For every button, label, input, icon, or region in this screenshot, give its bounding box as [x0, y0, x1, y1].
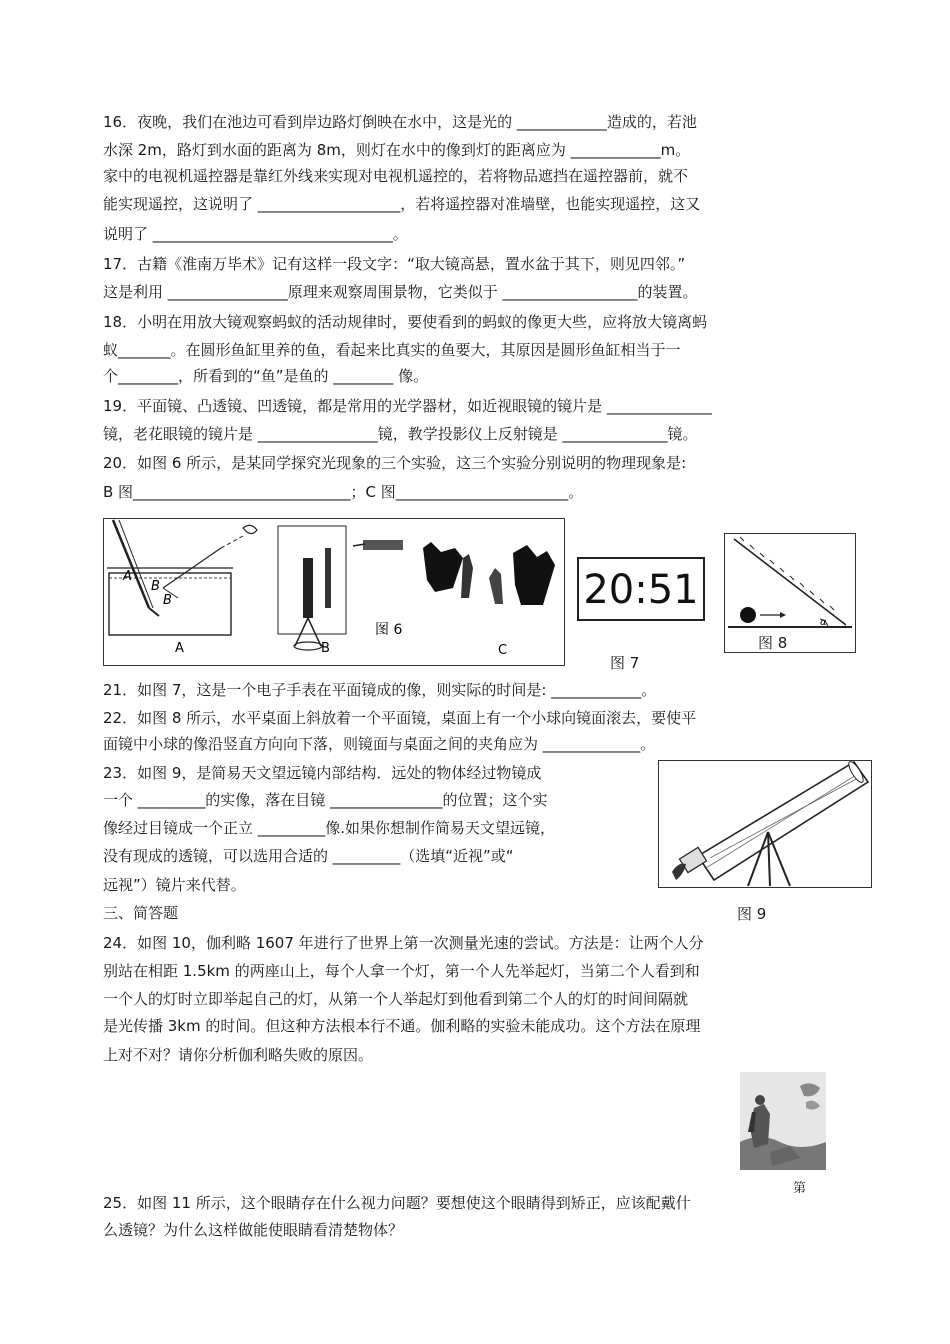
fig8-caption: 图 8 [758, 634, 788, 652]
figure-9-drawing [658, 760, 872, 888]
fig7-caption: 图 7 [610, 654, 640, 672]
q24-line-5: 上对不对？请你分析伽利略失败的原因。 [103, 1046, 374, 1064]
q16-line-3: 家中的电视机遥控器是靠红外线来实现对电视机遥控的，若将物品遮挡在遥控器前，就不 [103, 167, 689, 185]
q19-line-1: 19．平面镜、凸透镜、凹透镜，都是常用的光学器材，如近视眼镜的镜片是 ______________ [103, 397, 712, 415]
q17-line-1: 17．古籍《淮南万毕术》记有这样一段文字：“取大镜高悬，置水盆于其下，则见四邻。” [103, 255, 686, 273]
figure-10-image [740, 1072, 826, 1170]
q23-line-1: 23．如图 9，是简易天文望远镜内部结构．远处的物体经过物镜成 [103, 764, 542, 782]
q17-line-2: 这是利用 ________________原理来观察周围景物，它类似于 __________________的装置。 [103, 283, 698, 301]
q23-line-2: 一个 _________的实像，落在目镜 _______________的位置；这个实 [103, 791, 548, 809]
figure-6-drawing [103, 518, 565, 666]
fig6-label-a: A [175, 641, 184, 656]
q22-line-1: 22．如图 8 所示，水平桌面上斜放着一个平面镜，桌面上有一个小球向镜面滚去，要使平 [103, 709, 697, 727]
q18-line-1: 18．小明在用放大镜观察蚂蚁的活动规律时，要使看到的蚂蚁的像更大些，应将放大镜离蚂 [103, 313, 708, 331]
q16-line-4: 能实现遥控，这说明了 ___________________，若将遥控器对准墙壁，也能实现遥控，这又 [103, 195, 701, 213]
q23-line-3: 像经过目镜成一个正立 _________像.如果你想制作简易天文望远镜， [103, 819, 556, 837]
q24-line-4: 是光传播 3km 的时间。但这种方法根本行不通。伽利略的实验未能成功。这个方法在原理 [103, 1017, 701, 1035]
figure-10-drawing [740, 1072, 826, 1170]
fig8-angle-label: α [820, 617, 827, 628]
q18-line-3: 个________，所看到的“鱼”是鱼的 ________ 像。 [103, 367, 429, 385]
fig6-label-c: C [498, 643, 508, 658]
q16-line-2: 水深 2m，路灯到水面的距离为 8m，则灯在水中的像到灯的距离应为 ____________m。 [103, 141, 691, 159]
q24-line-1: 24．如图 10，伽利略 1607 年进行了世界上第一次测量光速的尝试。方法是：让两个人分 [103, 934, 704, 952]
figure-9 [658, 760, 872, 888]
q16-line-1: 16．夜晚，我们在池边可看到岸边路灯倒映在水中，这是光的 ____________造成的，若池 [103, 113, 697, 131]
fig6-refr-label-b2: B [163, 593, 172, 608]
fig6-refr-label-b1: B [151, 579, 160, 594]
fig11-caption: 第 [793, 1181, 807, 1196]
q23-line-4: 没有现成的透镜，可以选用合适的 _________（选填“近视”或“ [103, 847, 514, 865]
q25-line-1: 25．如图 11 所示，这个眼睛存在什么视力问题？要想使这个眼睛得到矫正，应该配戴什 [103, 1194, 691, 1212]
fig9-caption: 图 9 [737, 905, 767, 923]
fig6-label-b: B [321, 641, 330, 656]
fig6-refr-label-a: A [123, 569, 132, 584]
q25-line-2: 么透镜？为什么这样做能使眼睛看清楚物体？ [103, 1221, 404, 1239]
fig6-caption: 图 6 [375, 622, 403, 638]
q19-line-2: 镜，老花眼镜的镜片是 ________________镜，教学投影仪上反射镜是 ______________镜。 [103, 425, 698, 443]
q20-line-1: 20．如图 6 所示，是某同学探究光现象的三个实验，这三个实验分别说明的物理现象是: [103, 454, 687, 472]
q21-line: 21．如图 7，这是一个电子手表在平面镜成的像，则实际的时间是: ____________。 [103, 681, 657, 699]
fig7-clock-time: 20:51 [583, 567, 699, 613]
figure-8-drawing [724, 533, 856, 653]
q23-line-5: 远视”）镜片来代替。 [103, 876, 246, 894]
figure-7 [577, 557, 705, 621]
q20-line-2: B 图_____________________________；C 图_______________________。 [103, 483, 584, 501]
figure-8 [724, 533, 856, 653]
q16-line-5: 说明了 ________________________________。 [103, 225, 408, 243]
figure-7-clock [577, 557, 705, 621]
section-short-answer: 三、简答题 [103, 904, 179, 922]
q24-line-2: 别站在相距 1.5km 的两座山上，每个人拿一个灯，第一个人先举起灯，当第二个人看到和 [103, 962, 700, 980]
q24-line-3: 一个人的灯时立即举起自己的灯，从第一个人举起灯到他看到第二个人的灯的时间间隔就 [103, 990, 689, 1008]
q22-line-2: 面镜中小球的像沿竖直方向向下落，则镜面与桌面之间的夹角应为 _____________。 [103, 735, 656, 753]
figure-6 [103, 518, 565, 666]
q18-line-2: 蚁_______。在圆形鱼缸里养的鱼，看起来比真实的鱼要大，其原因是圆形鱼缸相当于一 [103, 341, 681, 359]
